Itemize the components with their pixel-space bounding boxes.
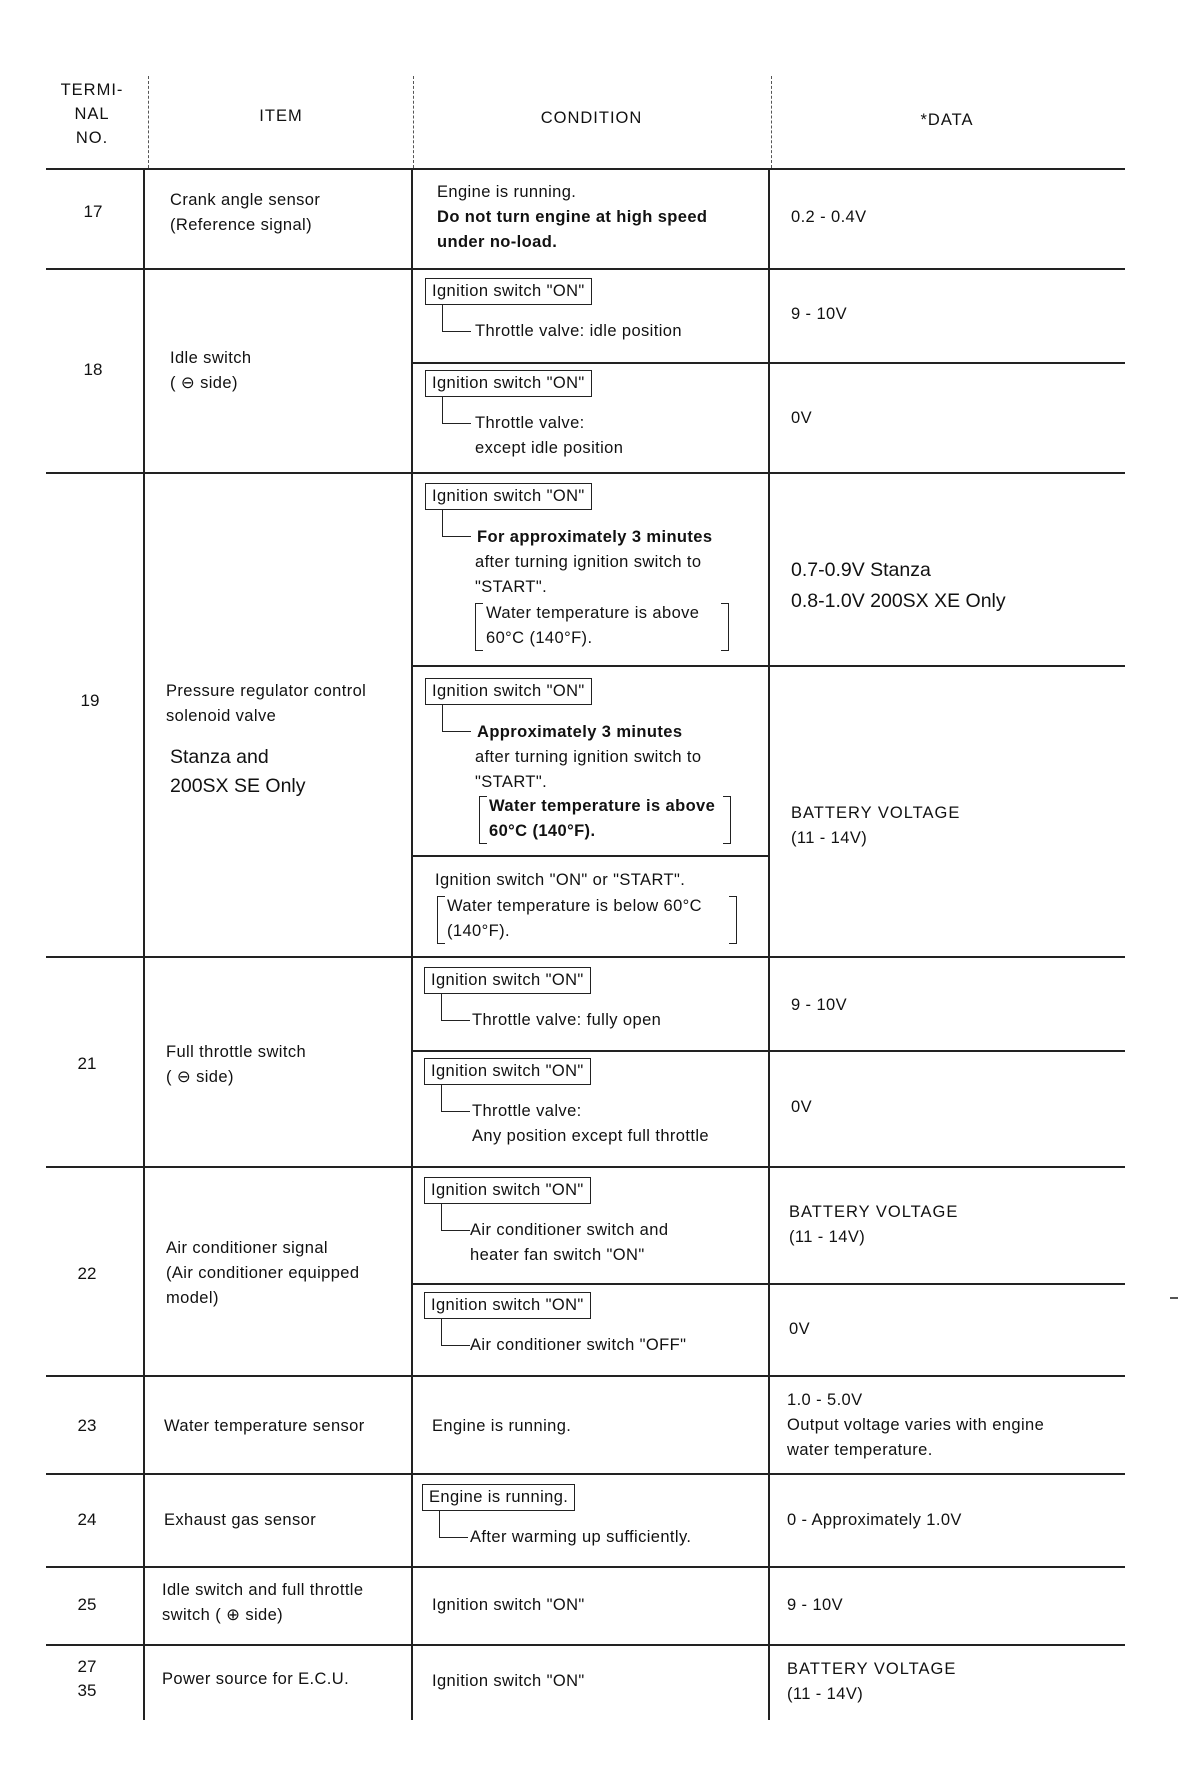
elbow-connector: [441, 1204, 470, 1231]
ignition-switch-box: Ignition switch "ON": [424, 1292, 591, 1319]
header-divider-1: [148, 76, 149, 168]
bracket-left: [479, 796, 487, 844]
subrow-line: [411, 855, 768, 857]
item-label: ( ⊖ side): [166, 1068, 234, 1086]
engine-running-box: Engine is running.: [422, 1484, 575, 1511]
bracket-text: 60°C (140°F).: [489, 822, 596, 840]
item-label: Exhaust gas sensor: [164, 1511, 317, 1529]
bracket-text: Water temperature is below 60°C: [447, 897, 702, 915]
data-value: 0V: [789, 1320, 810, 1338]
row-line: [46, 472, 1125, 474]
terminal-number: 25: [77, 1595, 97, 1614]
condition-text: Approximately 3 minutes: [477, 723, 683, 741]
subrow-line: [411, 1283, 1125, 1285]
data-value: 0.7-0.9V Stanza: [791, 559, 931, 581]
header-terminal-line: TERMI-: [60, 81, 124, 99]
elbow-connector: [442, 510, 471, 537]
elbow-connector: [441, 994, 470, 1021]
bracket-right: [729, 896, 737, 944]
condition-text: Throttle valve:: [475, 414, 585, 432]
row-line: [46, 1644, 1125, 1646]
data-value: 9 - 10V: [791, 305, 847, 323]
item-label: Idle switch and full throttle: [162, 1581, 364, 1599]
bracket-left: [437, 896, 445, 944]
item-label: ( ⊖ side): [170, 374, 238, 392]
ignition-switch-box: Ignition switch "ON": [424, 967, 591, 994]
item-label: Air conditioner signal: [166, 1239, 328, 1257]
item-label: Crank angle sensor: [170, 191, 321, 209]
row-line: [46, 956, 1125, 958]
data-value: 0.8-1.0V 200SX XE Only: [791, 590, 1006, 612]
subrow-line: [411, 362, 1125, 364]
terminal-number: 24: [77, 1510, 97, 1529]
condition-text: after turning ignition switch to: [475, 748, 702, 766]
row-line: [46, 268, 1125, 270]
terminal-number: 19: [80, 691, 100, 710]
condition-warning: Do not turn engine at high speed: [437, 208, 708, 226]
elbow-connector: [442, 397, 471, 424]
row-line: [46, 1375, 1125, 1377]
row-line: [46, 1566, 1125, 1568]
column-line-1: [143, 168, 145, 1720]
condition-text: Engine is running.: [432, 1417, 572, 1435]
condition-text: after turning ignition switch to: [475, 553, 702, 571]
condition-text: Air conditioner switch and: [470, 1221, 669, 1239]
data-value: BATTERY VOLTAGE: [787, 1660, 957, 1678]
condition-text: Throttle valve: idle position: [475, 322, 682, 340]
data-value: 0.2 - 0.4V: [791, 208, 867, 226]
data-value: Output voltage varies with engine: [787, 1416, 1045, 1434]
ignition-switch-box: Ignition switch "ON": [425, 678, 592, 705]
condition-text: After warming up sufficiently.: [470, 1528, 692, 1546]
header-data: *DATA: [920, 111, 974, 129]
item-label: Power source for E.C.U.: [162, 1670, 350, 1688]
condition-warning: under no-load.: [437, 233, 558, 251]
row-line: [46, 1473, 1125, 1475]
bracket-right: [723, 796, 731, 844]
item-label: model): [166, 1289, 219, 1307]
scan-mark: [1170, 1297, 1178, 1299]
header-terminal-line: NAL: [74, 105, 110, 123]
ignition-switch-box: Ignition switch "ON": [424, 1058, 591, 1085]
row-line: [46, 168, 1125, 170]
subrow-line: [411, 1050, 1125, 1052]
data-value: 9 - 10V: [787, 1596, 843, 1614]
data-value: 0V: [791, 1098, 812, 1116]
condition-text: Ignition switch "ON" or "START".: [435, 871, 686, 889]
elbow-connector: [441, 1085, 470, 1112]
data-value: 0 - Approximately 1.0V: [787, 1511, 962, 1529]
data-value: 1.0 - 5.0V: [787, 1391, 863, 1409]
condition-text: "START".: [475, 773, 548, 791]
subrow-line: [411, 665, 1125, 667]
condition-text: except idle position: [475, 439, 624, 457]
header-terminal-line: NO.: [75, 129, 109, 147]
column-line-3: [768, 168, 770, 1720]
item-label: Full throttle switch: [166, 1043, 307, 1061]
data-value: 0V: [791, 409, 812, 427]
ignition-switch-box: Ignition switch "ON": [425, 370, 592, 397]
terminal-number: 23: [77, 1416, 97, 1435]
terminal-number: 27: [77, 1657, 97, 1676]
ignition-switch-box: Ignition switch "ON": [424, 1177, 591, 1204]
data-value: (11 - 14V): [791, 829, 868, 847]
condition-text: Throttle valve: fully open: [472, 1011, 662, 1029]
ignition-switch-box: Ignition switch "ON": [425, 483, 592, 510]
elbow-connector: [439, 1511, 468, 1538]
header-condition: CONDITION: [540, 109, 643, 127]
terminal-number: 18: [83, 360, 103, 379]
data-value: BATTERY VOLTAGE: [789, 1203, 959, 1221]
bracket-text: 60°C (140°F).: [486, 629, 593, 647]
condition-text: Ignition switch "ON": [432, 1672, 585, 1690]
condition-text: Air conditioner switch "OFF": [470, 1336, 687, 1354]
terminal-number: 21: [77, 1054, 97, 1073]
condition-text: Any position except full throttle: [472, 1127, 709, 1145]
item-label: switch ( ⊕ side): [162, 1606, 284, 1624]
item-label: (Air conditioner equipped: [166, 1264, 360, 1282]
terminal-number: 35: [77, 1681, 97, 1700]
data-value: 9 - 10V: [791, 996, 847, 1014]
condition-text: For approximately 3 minutes: [477, 528, 713, 546]
header-terminal-no: [50, 78, 134, 150]
column-line-2: [411, 168, 413, 1720]
item-label: Pressure regulator control: [166, 682, 367, 700]
bracket-text: Water temperature is above: [489, 797, 716, 815]
row-line: [46, 1166, 1125, 1168]
data-value: water temperature.: [787, 1441, 933, 1459]
condition-text: Throttle valve:: [472, 1102, 582, 1120]
bracket-left: [475, 603, 483, 651]
bracket-right: [721, 603, 729, 651]
condition-text: Ignition switch "ON": [432, 1596, 585, 1614]
item-label: (Reference signal): [170, 216, 313, 234]
condition-text: heater fan switch "ON": [470, 1246, 645, 1264]
data-value: (11 - 14V): [789, 1228, 866, 1246]
terminal-number: 17: [83, 202, 103, 221]
bracket-text: Water temperature is above: [486, 604, 700, 622]
item-label: solenoid valve: [166, 707, 277, 725]
elbow-connector: [442, 305, 471, 332]
elbow-connector: [441, 1319, 470, 1346]
data-value: (11 - 14V): [787, 1685, 864, 1703]
terminal-number: 22: [77, 1264, 97, 1283]
data-value: BATTERY VOLTAGE: [791, 804, 961, 822]
ignition-switch-box: Ignition switch "ON": [425, 278, 592, 305]
item-note: Stanza and: [170, 746, 269, 768]
bracket-text: (140°F).: [447, 922, 510, 940]
header-item: ITEM: [259, 107, 303, 125]
condition-text: "START".: [475, 578, 548, 596]
item-label: Water temperature sensor: [164, 1417, 365, 1435]
item-label: Idle switch: [170, 349, 252, 367]
condition-text: Engine is running.: [437, 183, 577, 201]
item-note: 200SX SE Only: [170, 775, 306, 797]
elbow-connector: [442, 705, 471, 732]
